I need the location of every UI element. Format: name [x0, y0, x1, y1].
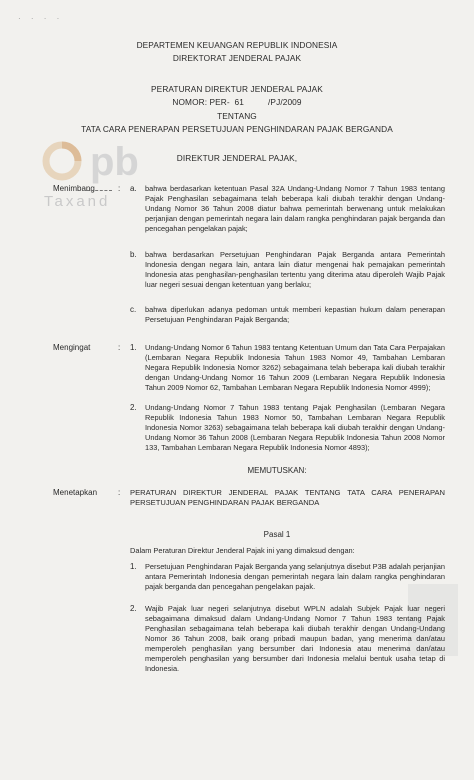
pasal-1-intro: Dalam Peraturan Direktur Jenderal Pajak ini yang dimaksud dengan: [130, 546, 355, 555]
regulation-number: NOMOR: PER- 61 /PJ/2009 [172, 97, 302, 107]
mengingat-label: Mengingat [53, 343, 91, 352]
item-mark: b. [130, 250, 137, 259]
item-mark: 2. [130, 604, 137, 613]
dash-line [86, 190, 112, 191]
menimbang-item-c: bahwa diperlukan adanya pedoman untuk memberi kepastian hukum dalam penerapan Persetujuan Penghindaran Pajak Berganda; [145, 305, 445, 324]
pasal-1-item-2: Wajib Pajak luar negeri selanjutnya disebut WPLN adalah Subjek Pajak luar negeri sebagaimana dimaksud dalam Undang-Undang Nomor 7 Tahun 1983 tentang Pajak Penghasilan sebagaimana telah beberapa kali diubah terakhir dengan Undang-Undang Nomor 36 Tahun 2008, baik orang pribadi maupun badan, yang menerima dan/atau memperoleh penghasilan yang bersumber dari Indonesia atau menerima dan/atau memperoleh penghasilan yang bersumber dari Indonesia melalui bentuk usaha tetap di Indonesia. [145, 604, 445, 673]
item-mark: 2. [130, 403, 137, 412]
ministry-heading: DEPARTEMEN KEUANGAN REPUBLIK INDONESIA [136, 40, 338, 50]
item-mark: 1. [130, 343, 137, 352]
colon: : [118, 343, 121, 352]
menetapkan-text: PERATURAN DIREKTUR JENDERAL PAJAK TENTANG TATA CARA PENERAPAN PERSETUJUAN PENGHINDARAN PAJAK BERGANDA [130, 488, 445, 507]
regulation-subject: TATA CARA PENERAPAN PERSETUJUAN PENGHINDARAN PAJAK BERGANDA [81, 124, 393, 134]
mengingat-item-1: Undang-Undang Nomor 6 Tahun 1983 tentang Ketentuan Umum dan Tata Cara Perpajakan (Lembaran Negara Republik Indonesia Tahun 1983 Nomor 49, Tambahan Lembaran Negara Republik Indonesia Nomor 3262) sebagaimana telah beberapa kali diubah terakhir dengan Undang-Undang Nomor 16 Tahun 2009 (Lembaran Negara Republik Indonesia Tahun 2009 Nomor 62, Tambahan Lembaran Negara Republik Indonesia Nomor 4999); [145, 343, 445, 392]
colon: : [118, 184, 121, 193]
pasal-1-heading: Pasal 1 [263, 530, 291, 539]
mengingat-item-2: Undang-Undang Nomor 7 Tahun 1983 tentang Pajak Penghasilan (Lembaran Negara Republik Indonesia Tahun 1983 Nomor 50, Tambahan Lembaran Negara Republik Indonesia Nomor 3263) sebagaimana telah beberapa kali diubah terakhir dengan Undang-Undang Nomor 36 Tahun 2008 (Lembaran Negara Republik Indonesia Tahun 2008 Nomor 133, Tambahan Lembaran Negara Republik Indonesia Nomor 4893); [145, 403, 445, 452]
memutuskan-heading: MEMUTUSKAN: [247, 466, 307, 475]
watermark-brand: Taxand [44, 193, 111, 210]
menimbang-label: Menimbang [53, 184, 95, 193]
directorate-heading: DIREKTORAT JENDERAL PAJAK [172, 53, 302, 63]
item-mark: 1. [130, 562, 137, 571]
issuer-title: DIREKTUR JENDERAL PAJAK, [176, 153, 298, 163]
watermark-logo-text: pb [90, 140, 139, 184]
tentang-label: TENTANG [217, 111, 257, 121]
menetapkan-label: Menetapkan [53, 488, 98, 497]
scan-artifact-dots: · · · · [18, 14, 64, 23]
pasal-1-item-1: Persetujuan Penghindaran Pajak Berganda yang selanjutnya disebut P3B adalah perjanjian antara Pemerintah Indonesia dengan pemerintah negara lain dalam rangka penghindaran pajak berganda dan pencegahan pengelakan pajak. [145, 562, 445, 591]
item-mark: c. [130, 305, 137, 314]
colon: : [118, 488, 121, 497]
regulation-type: PERATURAN DIREKTUR JENDERAL PAJAK [151, 84, 323, 94]
menimbang-item-b: bahwa berdasarkan Persetujuan Penghindaran Pajak Berganda antara Pemerintah Indonesia dengan negara lain, antara lain diatur mengenai hak pemajakan pemerintah Indonesia atas penghasilan-penghasilan tertentu yang diterima atau diperoleh Wajib Pajak luar negeri sesuai dengan ketentuan yang berlaku; [145, 250, 445, 289]
item-mark: a. [130, 184, 137, 193]
menimbang-item-a: bahwa berdasarkan ketentuan Pasal 32A Undang-Undang Nomor 7 Tahun 1983 tentang Pajak Penghasilan sebagaimana telah beberapa kali diubah terakhir dengan Undang-Undang Nomor 36 Tahun 2008 diatur bahwa pemerintah berwenang untuk melakukan perjanjian dengan pemerintah negara lain dalam rangka penghindaran pajak berganda dan pencegahan pengelakan pajak; [145, 184, 445, 233]
